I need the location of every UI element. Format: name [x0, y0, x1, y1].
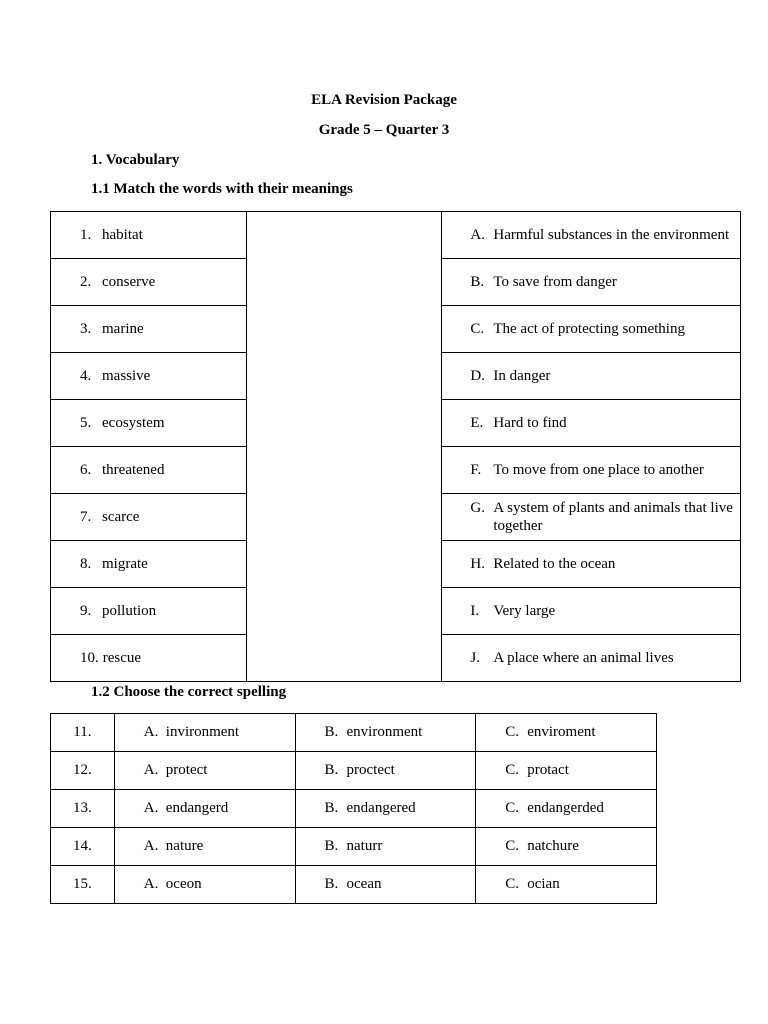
section-heading-spelling: 1.2 Choose the correct spelling [91, 684, 287, 700]
word-text: ecosystem [102, 414, 165, 431]
spelling-option-c[interactable] [476, 866, 657, 904]
option-letter: A. [143, 876, 159, 892]
word-text: rescue [102, 649, 142, 666]
meaning-letter: F. [470, 462, 482, 478]
option-letter: B. [324, 762, 339, 778]
word-cell [51, 494, 247, 541]
option-content [296, 762, 476, 779]
option-word: protect [165, 762, 208, 778]
option-letter: B. [324, 876, 339, 892]
word-cell [51, 541, 247, 588]
option-content [115, 762, 295, 779]
word-item [51, 603, 246, 620]
spelling-option-c[interactable] [476, 714, 657, 752]
word-number: 9. [80, 602, 92, 619]
option-word: protact [527, 762, 569, 778]
option-letter: B. [324, 800, 339, 816]
answer-space [246, 212, 442, 682]
option-letter: A. [143, 762, 159, 778]
meaning-text: To move from one place to another [493, 462, 704, 478]
meaning-text: Harmful substances in the environment [493, 227, 730, 243]
meaning-item [442, 461, 740, 479]
question-number: 12. [51, 752, 115, 790]
option-content [115, 800, 295, 817]
meaning-letter: A. [470, 227, 485, 243]
meaning-item [442, 499, 740, 535]
spelling-option-a[interactable] [114, 752, 295, 790]
meaning-letter: C. [470, 321, 485, 337]
option-content [296, 876, 476, 893]
option-letter: A. [143, 724, 159, 740]
option-letter: B. [324, 724, 339, 740]
word-text: massive [102, 367, 151, 384]
option-letter: C. [505, 838, 519, 854]
word-cell [51, 588, 247, 635]
spelling-option-b[interactable] [295, 828, 476, 866]
spelling-option-c[interactable] [476, 752, 657, 790]
meaning-cell [442, 494, 741, 541]
option-letter: C. [505, 876, 519, 892]
meaning-cell [442, 400, 741, 447]
spelling-row [51, 790, 657, 828]
option-content [115, 724, 295, 741]
option-word: ocean [346, 876, 382, 892]
word-item [51, 556, 246, 573]
meaning-letter: H. [470, 556, 485, 572]
meaning-letter: G. [470, 500, 485, 516]
meaning-text: A system of plants and animals that live together [493, 500, 733, 534]
option-word: nature [165, 838, 204, 854]
word-item [51, 509, 246, 526]
option-content [115, 838, 295, 855]
meaning-text: Related to the ocean [493, 556, 616, 572]
meaning-letter: D. [470, 368, 485, 384]
meaning-text: A place where an animal lives [493, 650, 674, 666]
word-cell [51, 635, 247, 682]
meaning-item [442, 226, 740, 244]
spelling-table [50, 713, 657, 904]
word-cell [51, 306, 247, 353]
option-letter: C. [505, 724, 519, 740]
word-item [51, 227, 246, 244]
meaning-cell [442, 447, 741, 494]
word-item [51, 274, 246, 291]
word-cell [51, 259, 247, 306]
meaning-text: Very large [493, 603, 556, 619]
option-content [296, 800, 476, 817]
option-content [476, 800, 656, 817]
meaning-item [442, 555, 740, 573]
word-number: 1. [80, 226, 92, 243]
word-number: 2. [80, 273, 92, 290]
word-text: habitat [102, 226, 143, 243]
spelling-option-b[interactable] [295, 714, 476, 752]
meaning-item [442, 414, 740, 432]
meaning-item [442, 273, 740, 291]
section-heading-vocabulary: 1. Vocabulary [91, 152, 180, 168]
word-number: 10. [80, 649, 99, 666]
meaning-cell [442, 635, 741, 682]
option-word: enviroment [527, 724, 596, 740]
word-cell [51, 400, 247, 447]
word-item [51, 462, 246, 479]
spelling-row [51, 866, 657, 904]
question-number: 14. [51, 828, 115, 866]
document-title: ELA Revision Package [311, 92, 457, 108]
option-word: invironment [165, 724, 240, 740]
meaning-text: The act of protecting something [493, 321, 685, 337]
meaning-item [442, 602, 740, 620]
word-text: pollution [102, 602, 157, 619]
word-text: migrate [102, 555, 148, 572]
spelling-option-a[interactable] [114, 790, 295, 828]
word-number: 4. [80, 367, 92, 384]
option-content [476, 876, 656, 893]
meaning-text: In danger [493, 368, 551, 384]
word-item [51, 650, 246, 667]
spelling-option-b[interactable] [295, 790, 476, 828]
word-item [51, 321, 246, 338]
option-word: natchure [527, 838, 579, 854]
option-content [296, 724, 476, 741]
option-word: ocian [527, 876, 560, 892]
word-number: 5. [80, 414, 92, 431]
option-content [476, 762, 656, 779]
option-word: oceon [165, 876, 202, 892]
meaning-item [442, 320, 740, 338]
option-content [296, 838, 476, 855]
option-word: proctect [346, 762, 395, 778]
meaning-letter: E. [470, 415, 484, 431]
word-cell [51, 212, 247, 259]
option-letter: B. [324, 838, 339, 854]
spelling-row [51, 714, 657, 752]
option-content [115, 876, 295, 893]
option-letter: C. [505, 762, 519, 778]
section-heading-matching: 1.1 Match the words with their meanings [91, 181, 353, 197]
meaning-item [442, 649, 740, 667]
question-number: 13. [51, 790, 115, 828]
word-text: conserve [102, 273, 156, 290]
option-word: endangered [346, 800, 416, 816]
word-number: 7. [80, 508, 92, 525]
word-cell [51, 447, 247, 494]
meaning-cell [442, 306, 741, 353]
question-number: 11. [51, 714, 115, 752]
option-letter: C. [505, 800, 519, 816]
word-number: 6. [80, 461, 92, 478]
word-cell [51, 353, 247, 400]
word-text: scarce [102, 508, 140, 525]
spelling-option-a[interactable] [114, 714, 295, 752]
spelling-option-a[interactable] [114, 866, 295, 904]
word-text: threatened [102, 461, 165, 478]
spelling-row [51, 828, 657, 866]
option-word: endangerd [165, 800, 229, 816]
meaning-item [442, 367, 740, 385]
meaning-cell [442, 353, 741, 400]
matching-row [51, 212, 741, 259]
meaning-letter: J. [470, 650, 480, 666]
word-number: 8. [80, 555, 92, 572]
meaning-cell [442, 588, 741, 635]
spelling-row [51, 752, 657, 790]
meaning-text: Hard to find [493, 415, 567, 431]
meaning-letter: I. [470, 603, 480, 619]
word-item [51, 368, 246, 385]
meaning-letter: B. [470, 274, 485, 290]
option-content [476, 838, 656, 855]
spelling-option-b[interactable] [295, 752, 476, 790]
meaning-cell [442, 541, 741, 588]
spelling-option-b[interactable] [295, 866, 476, 904]
meaning-cell [442, 212, 741, 259]
spelling-option-c[interactable] [476, 790, 657, 828]
option-letter: A. [143, 800, 159, 816]
option-word: endangerded [527, 800, 604, 816]
meaning-text: To save from danger [493, 274, 617, 290]
spelling-option-a[interactable] [114, 828, 295, 866]
option-content [476, 724, 656, 741]
spelling-option-c[interactable] [476, 828, 657, 866]
word-text: marine [102, 320, 144, 337]
word-item [51, 415, 246, 432]
meaning-cell [442, 259, 741, 306]
option-word: naturr [346, 838, 383, 854]
matching-table [50, 211, 741, 682]
option-word: environment [346, 724, 423, 740]
option-letter: A. [143, 838, 159, 854]
question-number: 15. [51, 866, 115, 904]
document-subtitle: Grade 5 – Quarter 3 [318, 122, 450, 138]
word-number: 3. [80, 320, 92, 337]
